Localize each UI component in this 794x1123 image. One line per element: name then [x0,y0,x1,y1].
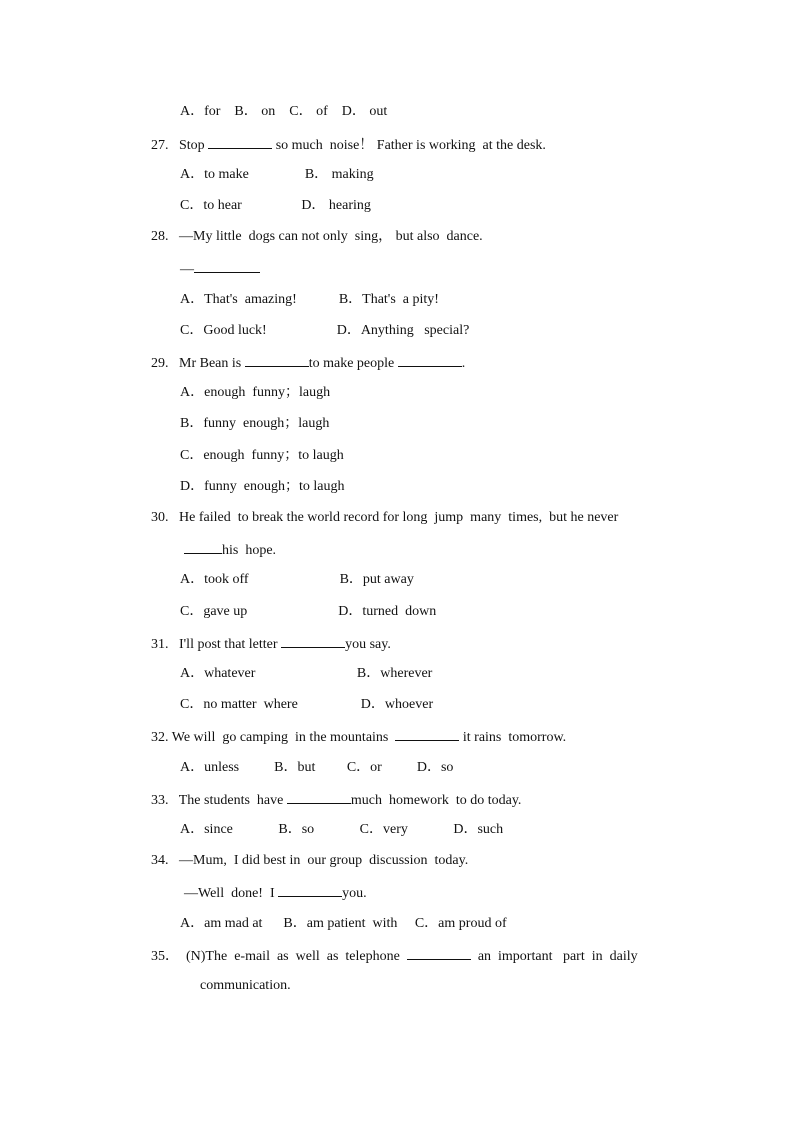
text-line: 33. The students have [151,793,287,808]
text-line: 34. —Mum, I did best in our group discussion today. [151,853,469,868]
q28-options-ab [180,291,439,309]
text-line: much homework to do today. [350,793,522,808]
text-line: B．funny enough；laugh [180,416,330,431]
q28-options-cd [180,322,469,340]
text-line: an important part in daily [470,949,638,964]
text-line: A．to make B． making [180,167,374,182]
q28-stem [151,228,483,246]
text-line: 28. —My little dogs can not only sing， but also dance. [151,229,483,244]
text-line: C．gave up D．turned down [180,604,437,619]
text-line: C．enough funny；to laugh [180,448,344,463]
text-line: C．Good luck! D．Anything special? [180,323,470,338]
text-line: you say. [345,637,391,652]
q32-stem [151,727,566,747]
q33-options [180,821,503,839]
q29-option-d [180,478,344,496]
answer-blank [395,727,459,741]
q31-options-ab [180,665,432,683]
q30-options-ab [180,571,414,589]
q30-options-cd [180,603,436,621]
answer-blank [184,540,222,554]
text-line: D．funny enough；to laugh [180,479,345,494]
q31-options-cd [180,696,433,714]
text-line: C．to hear D． hearing [180,198,371,213]
text-line: A．whatever B．wherever [180,666,433,681]
q34-stem [151,852,468,870]
q35-stem [151,946,638,966]
text-line: A．am mad at B．am patient with C．am proud of [180,916,507,931]
q29-stem [151,353,465,373]
q32-options [180,759,453,777]
q29-option-a [180,384,330,402]
text-line: it rains tomorrow. [459,730,567,745]
text-line: 32. We will go camping in the mountains [151,730,396,745]
answer-blank [407,946,471,960]
q31-stem [151,634,391,654]
text-line: 29. Mr Bean is [151,356,245,371]
text-line: C．no matter where D．whoever [180,697,434,712]
q34-reply [184,883,367,903]
answer-blank [287,790,351,804]
answer-blank [278,883,342,897]
q27-stem [151,135,546,155]
q28-reply [180,259,260,279]
text-line: A．enough funny；laugh [180,385,331,400]
q30-stem-cont [184,540,276,560]
answer-blank [281,634,345,648]
text-line: 27. Stop [151,138,209,153]
text-line: A．unless B．but C．or D．so [180,760,454,775]
answer-blank [398,353,462,367]
text-line: —Well done! I [184,886,279,901]
text-line: so much noise！ Father is working at the desk. [272,138,546,153]
text-line: to make people [308,356,398,371]
text-line: A．took off B．put away [180,572,414,587]
q29-option-c [180,447,344,465]
q34-options [180,915,507,933]
text-line: his hope. [222,543,277,558]
q26-options [180,103,387,121]
text-line: — [180,262,194,277]
text-line: . [461,356,466,371]
q35-stem-cont [200,977,291,995]
q27-options-cd [180,197,371,215]
q29-option-b [180,415,329,433]
text-line: 30. He failed to break the world record for long jump many times, but he never [151,510,619,525]
text-line: communication. [200,978,291,993]
text-line: 35． (N)The e-mail as well as telephone [151,949,407,964]
q27-options-ab [180,166,374,184]
text-line: A．That's amazing! B．That's a pity! [180,292,439,307]
text-line: A．for B． on C． of D． out [180,104,388,119]
answer-blank [194,259,260,273]
answer-blank [245,353,309,367]
q30-stem [151,509,618,527]
text-line: A．since B．so C．very D．such [180,822,504,837]
q33-stem [151,790,521,810]
text-line: 31. I'll post that letter [151,637,282,652]
text-line: you. [342,886,367,901]
answer-blank [208,135,272,149]
